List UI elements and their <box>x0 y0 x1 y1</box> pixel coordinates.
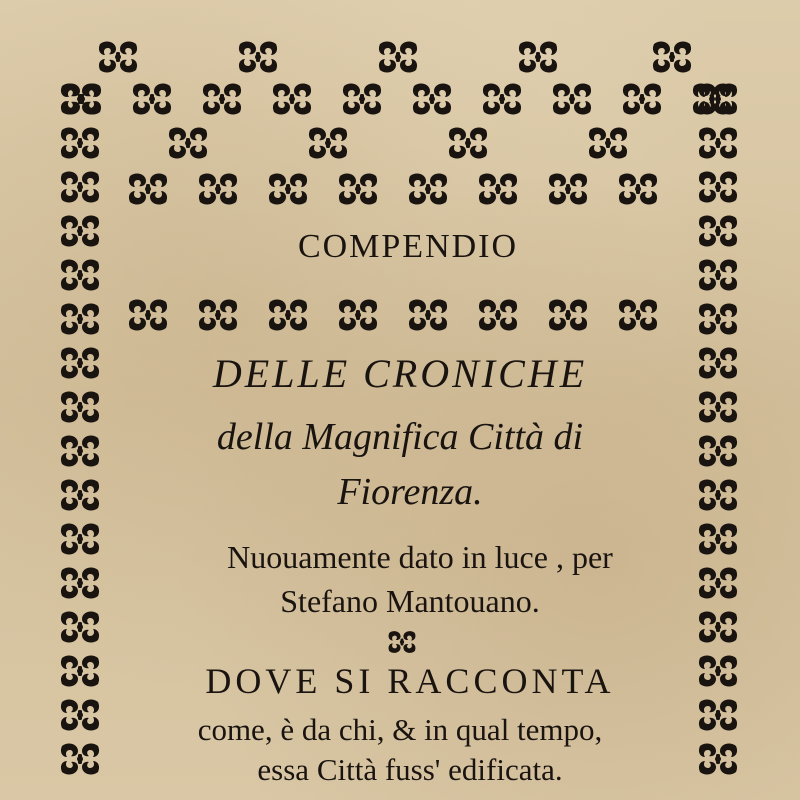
title-delle-croniche: DELLE CRONICHE <box>212 351 588 396</box>
fleuron-ornament-icon <box>340 82 384 116</box>
fleuron-ornament-icon <box>696 82 740 116</box>
fleuron-ornament-icon <box>410 82 454 116</box>
fleuron-ornament-icon <box>446 126 490 160</box>
heading-dove-si-racconta: DOVE SI RACCONTA <box>205 661 615 701</box>
fleuron-ornament-icon <box>696 302 740 336</box>
author-line: Stefano Mantouano. <box>280 583 540 619</box>
fleuron-ornament-icon <box>476 172 520 206</box>
fleuron-ornament-icon <box>650 40 694 74</box>
fleuron-ornament-icon <box>96 40 140 74</box>
fleuron-ornament-icon <box>616 172 660 206</box>
fleuron-ornament-icon <box>616 298 660 332</box>
fleuron-ornament-icon <box>130 82 174 116</box>
fleuron-ornament-icon <box>196 172 240 206</box>
fleuron-ornament-icon <box>236 40 280 74</box>
fleuron-ornament-icon <box>58 82 102 116</box>
title-fiorenza: Fiorenza. <box>337 471 483 513</box>
fleuron-ornament-icon <box>376 40 420 74</box>
fleuron-ornament-icon <box>546 298 590 332</box>
fleuron-ornament-icon <box>406 298 450 332</box>
fleuron-ornament-icon <box>266 298 310 332</box>
title-compendio: COMPENDIO <box>297 228 519 265</box>
fleuron-ornament-icon <box>480 82 524 116</box>
fleuron-ornament-icon <box>200 82 244 116</box>
fleuron-ornament-icon <box>58 302 102 336</box>
fleuron-ornament-icon <box>270 82 314 116</box>
fleuron-ornament-icon <box>476 298 520 332</box>
fleuron-ornament-icon <box>266 172 310 206</box>
fleuron-ornament-icon <box>58 126 102 160</box>
fleuron-ornament-icon <box>586 126 630 160</box>
subtitle-nuouamente: Nuouamente dato in luce , per <box>227 539 613 575</box>
fleuron-ornament-icon <box>196 298 240 332</box>
fleuron-ornament-icon <box>696 170 740 204</box>
body-line-come: come, è da chi, & in qual tempo, <box>197 712 603 747</box>
fleuron-ornament-icon <box>406 172 450 206</box>
fleuron-ornament-icon <box>550 82 594 116</box>
fleuron-ornament-icon <box>516 40 560 74</box>
fleuron-ornament-icon <box>126 298 170 332</box>
fleuron-ornament-icon <box>546 172 590 206</box>
fleuron-ornament-icon <box>126 172 170 206</box>
fleuron-ornament-icon <box>696 126 740 160</box>
fleuron-ornament-icon <box>620 82 664 116</box>
fleuron-divider-icon <box>380 630 424 654</box>
body-line-essa-citta: essa Città fuss' edificata. <box>257 752 563 787</box>
fleuron-ornament-icon <box>306 126 350 160</box>
fleuron-ornament-icon <box>166 126 210 160</box>
fleuron-ornament-icon <box>336 172 380 206</box>
fleuron-ornament-icon <box>336 298 380 332</box>
fleuron-ornament-icon <box>58 170 102 204</box>
title-magnifica-citta: della Magnifica Città di <box>216 416 584 458</box>
